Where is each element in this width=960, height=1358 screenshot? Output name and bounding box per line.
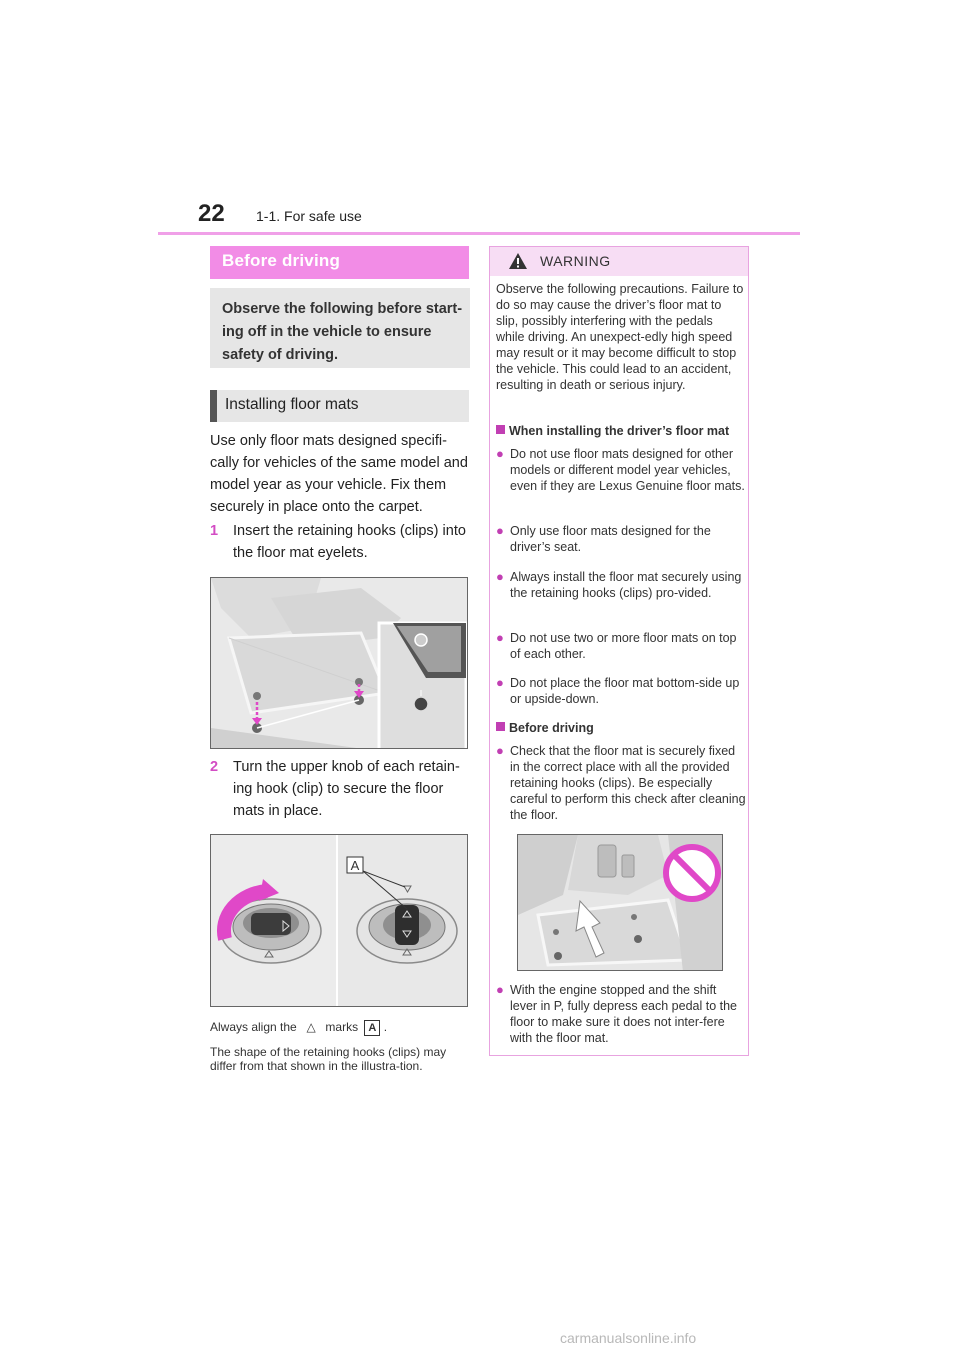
before-driving-banner <box>210 246 469 279</box>
warning-subhead-floor-mat-text: When installing the driver’s floor mat <box>509 424 730 438</box>
warning-subhead-floor-mat <box>496 423 744 439</box>
banner-title: Before driving <box>222 251 341 270</box>
bullet-dot-icon: ● <box>496 630 504 645</box>
warning-bullet <box>496 675 744 707</box>
square-bullet-icon <box>496 722 505 731</box>
warning-title: WARNING <box>540 253 611 269</box>
warning-bullet-text: Check that the floor mat is securely fixed in the correct place with all the provided retaining hooks (clips). Be especially careful to perform this check after cleaning the floor. <box>510 744 746 822</box>
watermark: carmanualsonline.info <box>560 1330 697 1346</box>
warning-intro: Observe the following precautions. Failure to do so may cause the driver’s floor mat to slip, possibly interfering with the pedals while driving. An unexpect-edly high speed may result or it may become difficult to stop the vehicle. This could lead to an accident, resulting in death or serious injury. <box>496 282 744 392</box>
warning-bullet-text: Always install the floor mat securely using the retaining hooks (clips) pro-vided. <box>510 570 742 600</box>
body-paragraph: Use only floor mats designed specifi-cally for vehicles of the same model and model year as your vehicle. Fix them securely in place onto the carpet. <box>210 433 468 515</box>
intro-box <box>210 288 470 368</box>
warning-triangle-icon <box>508 252 528 270</box>
bullet-dot-icon: ● <box>496 743 504 758</box>
knob-drawing <box>211 835 468 1007</box>
caption-shape-note: The shape of the retaining hooks (clips) may differ from that shown in the illustra-tion. <box>210 1045 447 1073</box>
pedal-area-illustration <box>517 834 723 971</box>
caption-align-text: Always align the <box>210 1020 297 1034</box>
warning-bullet <box>496 982 744 1046</box>
retaining-hook-illustration <box>210 834 468 1007</box>
floor-mat-illustration <box>210 577 468 749</box>
step-2 <box>210 756 470 822</box>
warning-bullet-text: Do not place the floor mat bottom-side up or upside-down. <box>510 676 740 706</box>
bullet-dot-icon: ● <box>496 982 504 997</box>
step-2-text: Turn the upper knob of each retain-ing hook (clip) to secure the floor mats in place. <box>233 759 460 819</box>
square-bullet-icon <box>496 425 505 434</box>
warning-subhead-before-driving-text: Before driving <box>509 721 594 735</box>
bullet-dot-icon: ● <box>496 569 504 584</box>
page-number: 22 <box>198 200 225 227</box>
warning-bullet <box>496 523 744 555</box>
warning-bullet-text: With the engine stopped and the shift lever in P, fully depress each pedal to the floor to make sure it does not inter-fere with the floor mat. <box>510 983 737 1045</box>
step-1 <box>210 520 470 566</box>
caption-period: . <box>383 1020 388 1034</box>
bullet-dot-icon: ● <box>496 523 504 538</box>
warning-bullet-text: Do not use two or more floor mats on top of each other. <box>510 631 737 661</box>
warning-bullet <box>496 569 744 617</box>
figure-label-a: A <box>350 858 360 873</box>
warning-bullet-text: Only use floor mats designed for the driver’s seat. <box>510 524 711 554</box>
pedal-drawing <box>518 835 723 971</box>
step-1-number: 1 <box>210 523 219 539</box>
warning-bullet <box>496 446 744 510</box>
intro-text: Observe the following before start-ing off in the vehicle to ensure safety of driving. <box>222 301 463 363</box>
bullet-dot-icon: ● <box>496 446 504 461</box>
warning-subhead-before-driving <box>496 720 744 736</box>
caption-label-a: A <box>364 1020 380 1036</box>
bullet-dot-icon: ● <box>496 675 504 690</box>
warning-bullet-text: Do not use floor mats designed for other models or different model year vehicles, even if they are Lexus Genuine floor mats. <box>510 447 745 493</box>
caption-align-marks <box>210 1020 472 1036</box>
section-title: 1-1. For safe use <box>256 208 362 224</box>
warning-bullet <box>496 743 744 823</box>
header-rule <box>158 232 800 235</box>
warning-header <box>490 247 748 276</box>
step-2-number: 2 <box>210 759 219 775</box>
triangle-mark-icon: △ <box>306 1020 316 1034</box>
floor-mat-drawing <box>211 578 468 749</box>
subheading-text: Installing floor mats <box>225 396 359 413</box>
installing-floor-mats-heading <box>210 390 469 422</box>
step-1-text: Insert the retaining hooks (clips) into the floor mat eyelets. <box>233 523 466 561</box>
warning-bullet <box>496 630 744 662</box>
caption-marks-text: marks <box>325 1020 359 1034</box>
